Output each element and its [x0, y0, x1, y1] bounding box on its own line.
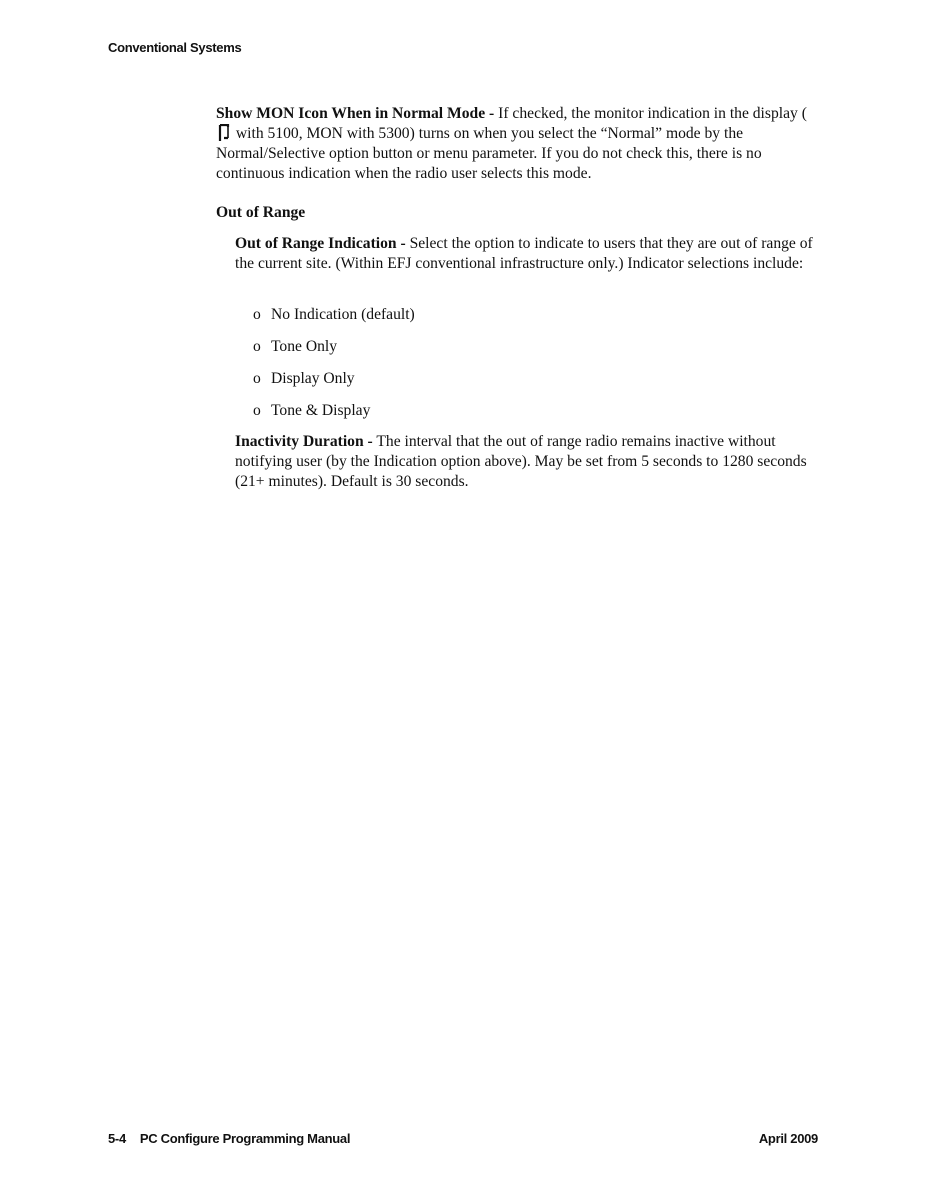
inactivity-term: Inactivity Duration -	[235, 433, 373, 450]
monitor-icon	[218, 124, 230, 142]
indication-options-list	[253, 305, 415, 433]
show-mon-text-b: with 5100, MON with 5300) turns on when you select the “Normal” mode by the Normal/Selective option button or menu parameter. If you do not check this, there is no continuous indication when the radio user selects this mode.	[216, 125, 762, 182]
bullet: o	[253, 370, 261, 387]
indication-paragraph	[235, 234, 820, 274]
show-mon-text-a: If checked, the monitor indication in the display (	[494, 105, 807, 122]
list-item	[253, 401, 415, 433]
bullet: o	[253, 402, 261, 419]
option-label: Display Only	[271, 370, 355, 387]
option-label: Tone & Display	[271, 402, 371, 419]
indication-text: Select the option to indicate to users that they are out of range of the current site. (Within EFJ conventional infrastructure only.) Indicator selections include:	[235, 235, 813, 272]
list-item	[253, 369, 415, 401]
list-item	[253, 305, 415, 337]
option-label: No Indication (default)	[271, 306, 415, 323]
list-item	[253, 337, 415, 369]
page-number: 5-4	[108, 1131, 126, 1146]
running-header: Conventional Systems	[108, 40, 242, 55]
bullet: o	[253, 306, 261, 323]
manual-title: PC Configure Programming Manual	[139, 1131, 351, 1146]
inactivity-text: The interval that the out of range radio remains inactive without notifying user (by the Indication option above). May be set from 5 seconds to 1280 seconds (21+ minutes). Default is 30 seconds.	[235, 433, 807, 490]
footer-left	[108, 1131, 350, 1146]
bullet: o	[253, 338, 261, 355]
section-heading: Out of Range	[216, 204, 306, 221]
show-mon-paragraph	[216, 104, 816, 184]
show-mon-term: Show MON Icon When in Normal Mode -	[216, 105, 495, 122]
indication-term: Out of Range Indication -	[235, 235, 406, 252]
footer-date: April 2009	[758, 1131, 818, 1146]
option-label: Tone Only	[271, 338, 338, 355]
inactivity-paragraph	[235, 432, 825, 492]
